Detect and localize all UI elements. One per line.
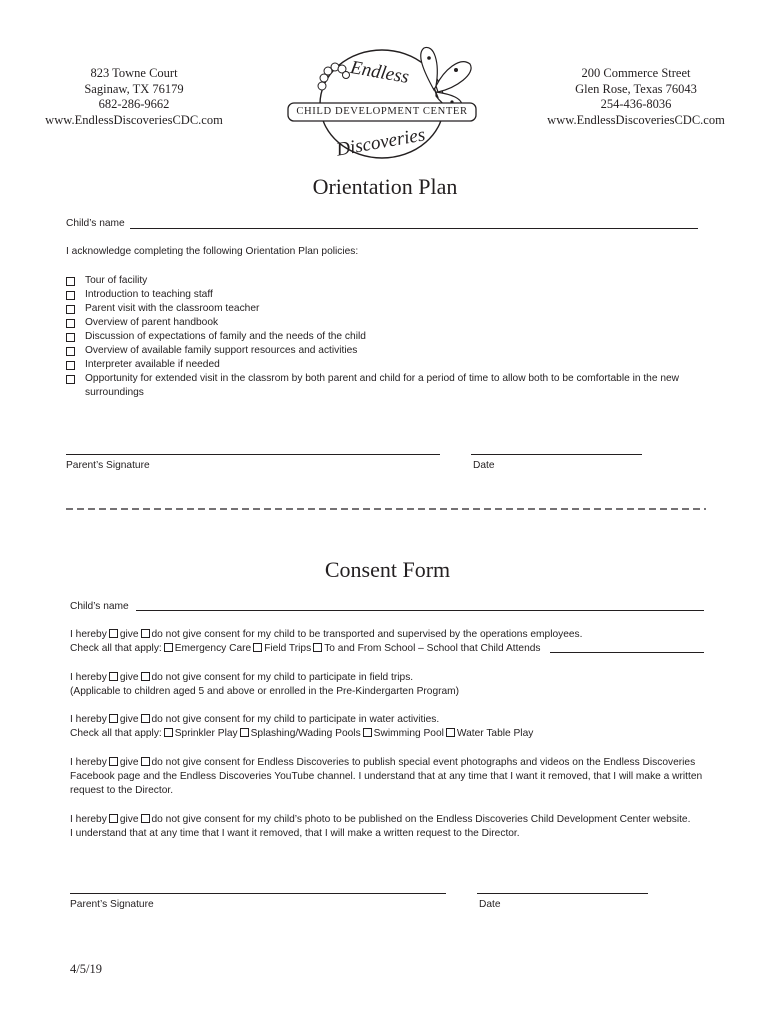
checkbox[interactable]	[363, 728, 372, 737]
right-address	[536, 66, 736, 128]
consent-field-trips: I hereby give do not give consent for my child to participate in field trips.	[70, 672, 414, 683]
signature-label: Parent’s Signature	[66, 460, 150, 471]
checkbox-do-not-give[interactable]	[141, 757, 150, 766]
social-media-line: request to the Director.	[70, 785, 174, 796]
checkbox[interactable]	[66, 375, 75, 384]
consent-social-media: I hereby give do not give consent for Endless Discoveries to publish special event photographs and videos on the Endless Discoveries	[70, 757, 696, 768]
checkbox-do-not-give[interactable]	[141, 714, 150, 723]
checkbox-give[interactable]	[109, 757, 118, 766]
checkbox[interactable]	[66, 333, 75, 342]
child-name-label: Child’s name	[66, 218, 125, 229]
transport-options: Check all that apply: Emergency Care Field Trips To and From School – School that Child Attends	[70, 643, 541, 654]
checkbox[interactable]	[66, 277, 75, 286]
parent-signature-field[interactable]	[70, 893, 446, 894]
address-line: 823 Towne Court	[90, 66, 178, 80]
checkbox[interactable]	[446, 728, 455, 737]
school-name-field[interactable]	[550, 652, 704, 653]
checkbox-do-not-give[interactable]	[141, 814, 150, 823]
address-line: Saginaw, TX 76179	[84, 81, 184, 96]
address-line: 200 Commerce Street	[581, 66, 691, 80]
address-line: Glen Rose, Texas 76043	[575, 81, 697, 96]
consent-website: I hereby give do not give consent for my child’s photo to be published on the Endless Discoveries Child Development Center website.	[70, 814, 691, 825]
address-line: www.EndlessDiscoveriesCDC.com	[547, 112, 725, 127]
checkbox-give[interactable]	[109, 629, 118, 638]
logo-banner-text: CHILD DEVELOPMENT CENTER	[296, 106, 468, 117]
checkbox[interactable]	[66, 361, 75, 370]
date-field[interactable]	[477, 893, 648, 894]
logo	[284, 42, 480, 164]
page-title-consent: Consent Form	[324, 557, 451, 582]
address-line: 254-436-8036	[600, 97, 672, 111]
logo-bottom-word: Discoveries	[334, 124, 427, 161]
checkbox-do-not-give[interactable]	[141, 629, 150, 638]
page-title-orientation: Orientation Plan	[312, 174, 458, 199]
checkbox-give[interactable]	[109, 814, 118, 823]
checkbox[interactable]	[66, 305, 75, 314]
checkbox[interactable]	[66, 291, 75, 300]
date-label: Date	[473, 460, 495, 471]
address-line: 682-286-9662	[98, 97, 170, 111]
cut-line-divider	[66, 504, 706, 514]
parent-signature-field[interactable]	[66, 454, 440, 455]
checkbox[interactable]	[164, 728, 173, 737]
consent-water: I hereby give do not give consent for my child to participate in water activities.	[70, 714, 440, 725]
checkbox-give[interactable]	[109, 714, 118, 723]
checkbox-give[interactable]	[109, 672, 118, 681]
child-name-field[interactable]	[130, 228, 698, 229]
social-media-line: Facebook page and the Endless Discoveries YouTube channel. I understand that at any time that I want it removed, that I will make a written	[70, 771, 703, 782]
acknowledge-text: I acknowledge completing the following Orientation Plan policies:	[66, 246, 359, 257]
checkbox[interactable]	[240, 728, 249, 737]
checkbox[interactable]	[66, 319, 75, 328]
child-name-label: Child’s name	[70, 601, 129, 612]
field-trips-note: (Applicable to children aged 5 and above or enrolled in the Pre-Kindergarten Program)	[70, 686, 460, 697]
footer-date: 4/5/19	[70, 962, 102, 976]
child-name-field[interactable]	[136, 610, 704, 611]
logo-top-word: Endless	[348, 57, 411, 88]
checkbox[interactable]	[313, 643, 322, 652]
checkbox[interactable]	[66, 347, 75, 356]
left-address	[34, 66, 234, 128]
caterpillar-icon	[318, 63, 350, 90]
checkbox[interactable]	[164, 643, 173, 652]
checkbox-do-not-give[interactable]	[141, 672, 150, 681]
water-options: Check all that apply: Sprinkler Play Splashing/Wading Pools Swimming Pool Water Table Play	[70, 728, 534, 739]
signature-label: Parent’s Signature	[70, 899, 154, 910]
date-field[interactable]	[471, 454, 642, 455]
checkbox[interactable]	[253, 643, 262, 652]
butterfly-icon	[421, 47, 471, 110]
date-label: Date	[479, 899, 501, 910]
consent-transport: I hereby give do not give consent for my child to be transported and supervised by the operations employees.	[70, 629, 583, 640]
website-line: I understand that at any time that I want it removed, that I will make a written request to the Director.	[70, 828, 520, 839]
address-line: www.EndlessDiscoveriesCDC.com	[45, 112, 223, 127]
